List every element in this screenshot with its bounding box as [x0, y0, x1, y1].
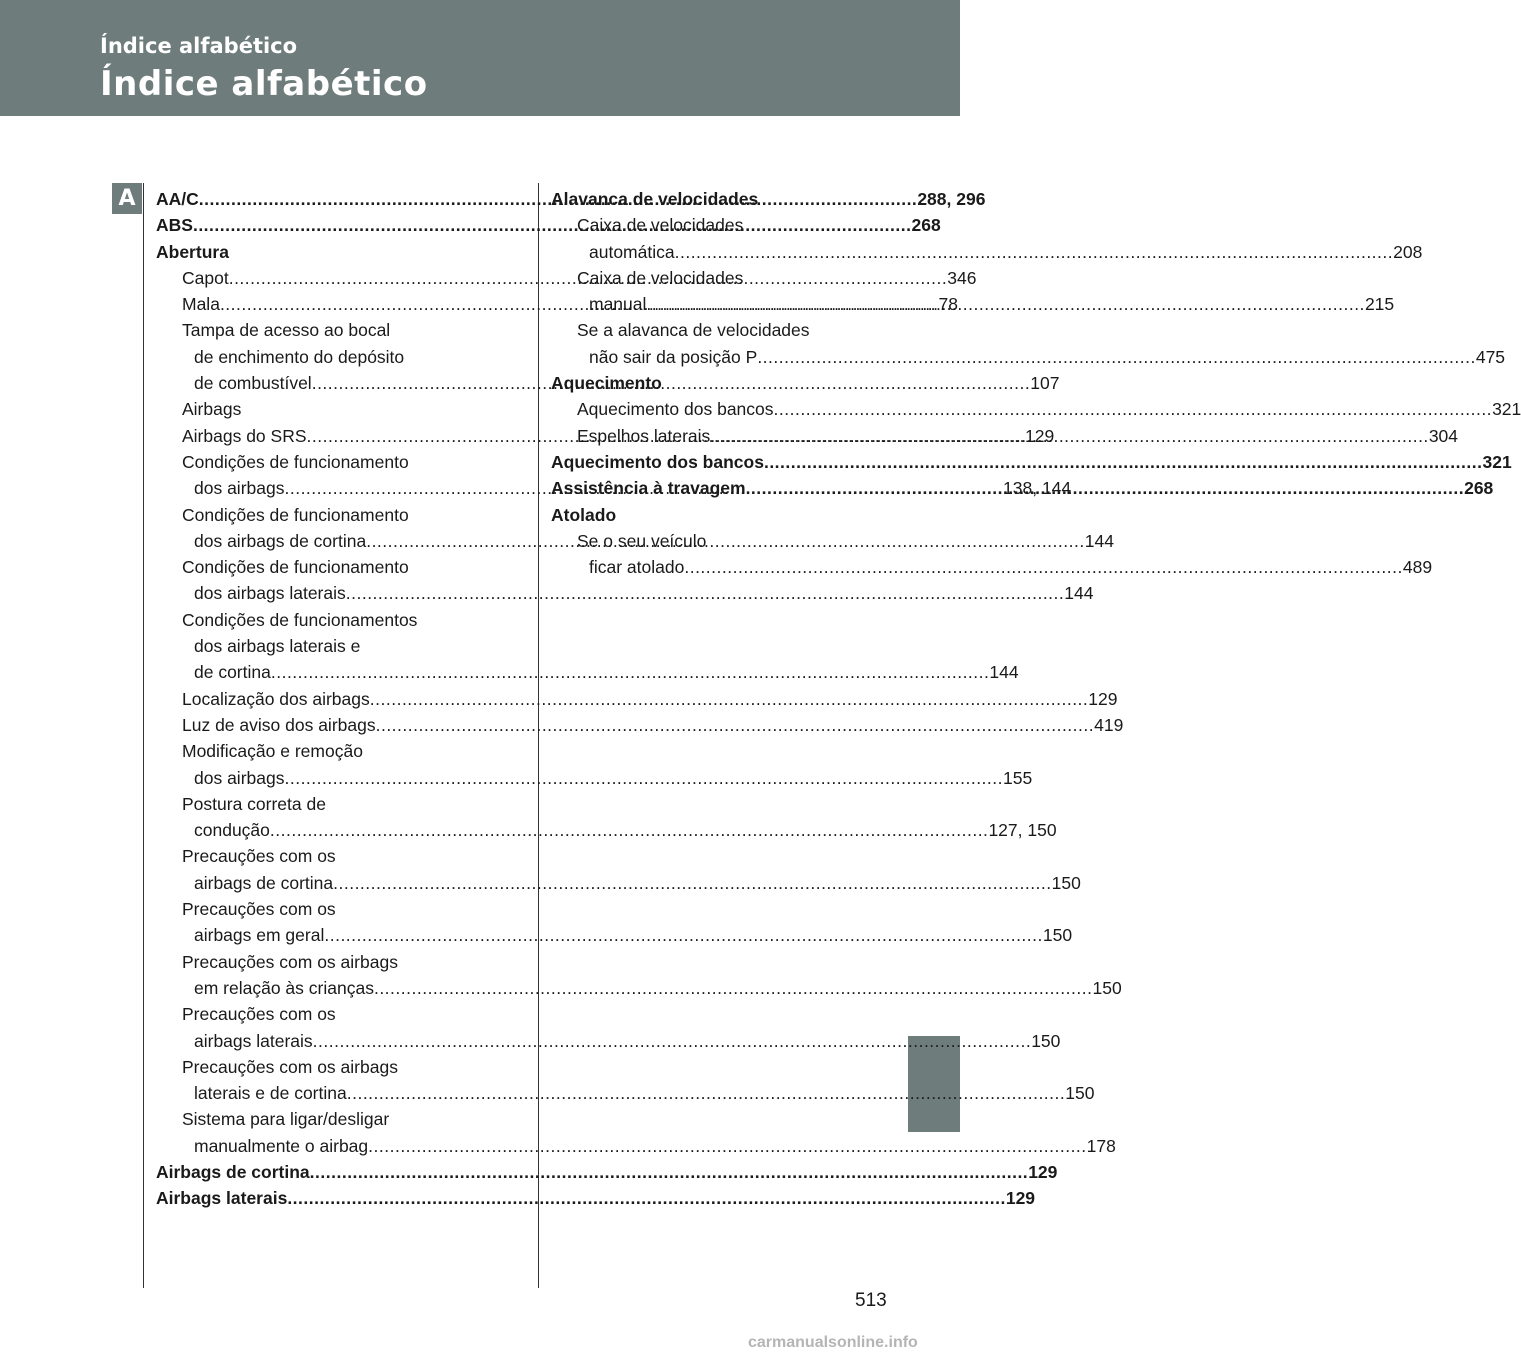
index-entry	[156, 791, 1057, 844]
index-page-ref: 127, 150	[988, 820, 1057, 841]
dot-leader	[370, 689, 1089, 709]
index-page-ref: 346	[947, 267, 977, 288]
index-term: Airbags laterais	[156, 1188, 288, 1209]
index-page-ref: 150	[1042, 925, 1073, 946]
index-term: AA/C	[156, 189, 199, 209]
index-entry	[551, 317, 1506, 370]
dot-leader	[374, 978, 1093, 998]
index-page-ref: 129	[1088, 688, 1118, 709]
index-term: Caixa de velocidades	[577, 215, 744, 236]
index-entry	[156, 712, 1124, 738]
dot-leader	[271, 662, 990, 682]
index-term: de enchimento do depósito	[194, 346, 405, 367]
index-page-ref: 129	[1028, 1161, 1058, 1182]
index-term: Airbags de cortina	[156, 1161, 310, 1182]
index-page-ref: 304	[1428, 425, 1459, 446]
index-page-ref: 178	[1086, 1135, 1116, 1156]
index-term: Aquecimento dos bancos	[551, 451, 764, 472]
dot-leader	[646, 294, 1365, 314]
index-entry	[156, 239, 466, 265]
index-term: Sistema para ligar/desligar	[182, 1109, 390, 1130]
index-term: manualmente o airbag	[194, 1135, 369, 1156]
index-term: de cortina	[194, 662, 271, 683]
dot-leader	[346, 583, 1065, 603]
index-page-ref: 150	[1051, 872, 1081, 893]
index-term: Assistência à travagem	[551, 478, 746, 499]
index-entry	[156, 896, 1073, 949]
index-term: condução	[194, 820, 270, 841]
index-term: Luz de aviso dos airbags	[182, 714, 376, 735]
index-page-ref: 150	[1065, 1083, 1095, 1104]
index-entry	[551, 370, 861, 396]
index-page-ref: 215	[1364, 294, 1395, 315]
index-term: em relação às crianças	[194, 977, 374, 998]
index-page-ref: 489	[1402, 557, 1433, 578]
index-entry	[156, 1054, 1095, 1107]
dot-leader	[333, 873, 1052, 893]
index-page-ref: 129	[1025, 425, 1055, 446]
index-term: Postura correta de	[182, 793, 326, 814]
dot-leader	[287, 1188, 1006, 1208]
column-divider-left	[143, 183, 144, 1288]
dot-leader	[757, 347, 1476, 367]
dot-leader	[324, 925, 1043, 945]
index-page-ref: 144	[989, 662, 1019, 683]
index-entry	[156, 396, 466, 422]
index-page-ref: 144	[1084, 530, 1114, 551]
dot-leader	[764, 452, 1483, 472]
index-term: Modificação e remoção	[182, 741, 363, 762]
index-entry	[156, 1001, 1061, 1054]
index-term: airbags laterais	[194, 1030, 313, 1051]
index-page-ref: 268	[1464, 478, 1494, 499]
index-term: de combustível	[194, 373, 312, 394]
index-page-ref: 155	[1003, 767, 1033, 788]
index-term: Airbags do SRS	[182, 425, 307, 446]
index-entry	[156, 686, 1118, 712]
section-title: Índice alfabético	[100, 64, 428, 104]
index-term: Alavanca de velocidades	[551, 189, 759, 209]
index-entry	[156, 1159, 1058, 1185]
index-term: Aquecimento	[551, 373, 662, 394]
index-term: Precauções com os	[182, 899, 336, 920]
index-term: Precauções com os airbags	[182, 951, 398, 972]
index-page-ref: 268	[911, 215, 941, 236]
index-page-ref: 208	[1393, 241, 1423, 262]
index-entry	[551, 502, 861, 528]
index-term: Precauções com os airbags	[182, 1056, 398, 1077]
index-page-ref: 150	[1031, 1030, 1061, 1051]
index-entry	[156, 949, 1122, 1002]
page-number: 513	[855, 1290, 887, 1311]
index-term: ABS	[156, 215, 193, 236]
index-term: Localização dos airbags	[182, 688, 370, 709]
index-entry	[156, 738, 1033, 791]
index-page-ref: 144	[1064, 583, 1094, 604]
index-term: Airbags	[182, 399, 242, 420]
dot-leader	[313, 1031, 1032, 1051]
index-term: não sair da posição P	[589, 346, 758, 367]
index-term: Aquecimento dos bancos	[577, 399, 774, 420]
dot-leader	[368, 1136, 1087, 1156]
index-term: Capot	[182, 267, 229, 288]
index-entry	[156, 1185, 1036, 1211]
index-term: manual	[589, 294, 647, 315]
dot-leader	[774, 399, 1493, 419]
section-subtitle: Índice alfabético	[100, 34, 298, 58]
index-term: airbags em geral	[194, 925, 325, 946]
dot-leader	[675, 242, 1394, 262]
dot-leader	[710, 426, 1429, 446]
index-term: Se a alavanca de velocidades	[577, 320, 810, 341]
index-page-ref: 288, 296	[917, 189, 986, 209]
index-term: Condições de funcionamento	[182, 451, 409, 472]
watermark: carmanualsonline.info	[748, 1334, 918, 1351]
index-page-ref: 78	[938, 294, 958, 315]
index-page-ref: 138, 144	[1003, 478, 1072, 499]
index-entry	[551, 396, 1521, 422]
index-letter-marker: A	[112, 183, 142, 214]
dot-leader	[746, 478, 1465, 498]
dot-leader	[376, 715, 1095, 735]
index-page-ref: 419	[1094, 714, 1124, 735]
index-term: Precauções com os	[182, 846, 336, 867]
index-entry	[156, 1106, 1116, 1159]
index-term: Espelhos laterais	[577, 425, 711, 446]
dot-leader	[284, 768, 1003, 788]
index-entry	[156, 843, 1081, 896]
dot-leader	[270, 820, 989, 840]
index-term: dos airbags laterais	[194, 583, 346, 604]
dot-leader	[310, 1162, 1029, 1182]
index-term: automática	[589, 241, 675, 262]
index-term: laterais e de cortina	[194, 1083, 347, 1104]
index-term: Atolado	[551, 504, 617, 525]
index-page-ref: 150	[1092, 977, 1122, 998]
index-term: Caixa de velocidades	[577, 267, 744, 288]
index-term: Abertura	[156, 241, 229, 262]
index-term: airbags de cortina	[194, 872, 334, 893]
index-page-ref: 107	[1030, 373, 1060, 394]
index-entry	[551, 186, 861, 212]
index-term: Condições de funcionamentos	[182, 609, 418, 630]
index-page-ref: 321	[1492, 399, 1521, 420]
index-term: Tampa de acesso ao bocal	[182, 320, 391, 341]
index-term: Condições de funcionamento	[182, 557, 409, 578]
index-term: dos airbags laterais e	[194, 636, 361, 657]
index-term: Precauções com os	[182, 1004, 336, 1025]
index-term: dos airbags	[194, 767, 285, 788]
index-term: Mala	[182, 294, 220, 315]
index-term: Se o seu veículo	[577, 530, 707, 551]
index-page-ref: 129	[1005, 1188, 1036, 1209]
section-header	[0, 0, 960, 116]
index-page-ref: 321	[1482, 451, 1512, 472]
index-page-ref: 475	[1475, 346, 1506, 367]
index-term: ficar atolado	[589, 557, 685, 578]
index-entry	[156, 607, 1019, 686]
index-term: dos airbags	[194, 478, 285, 499]
dot-leader	[684, 557, 1403, 577]
dot-leader	[347, 1083, 1066, 1103]
index-term: Condições de funcionamento	[182, 504, 409, 525]
index-term: dos airbags de cortina	[194, 530, 367, 551]
column-divider-middle	[538, 183, 539, 1288]
index-entry	[551, 449, 1512, 475]
